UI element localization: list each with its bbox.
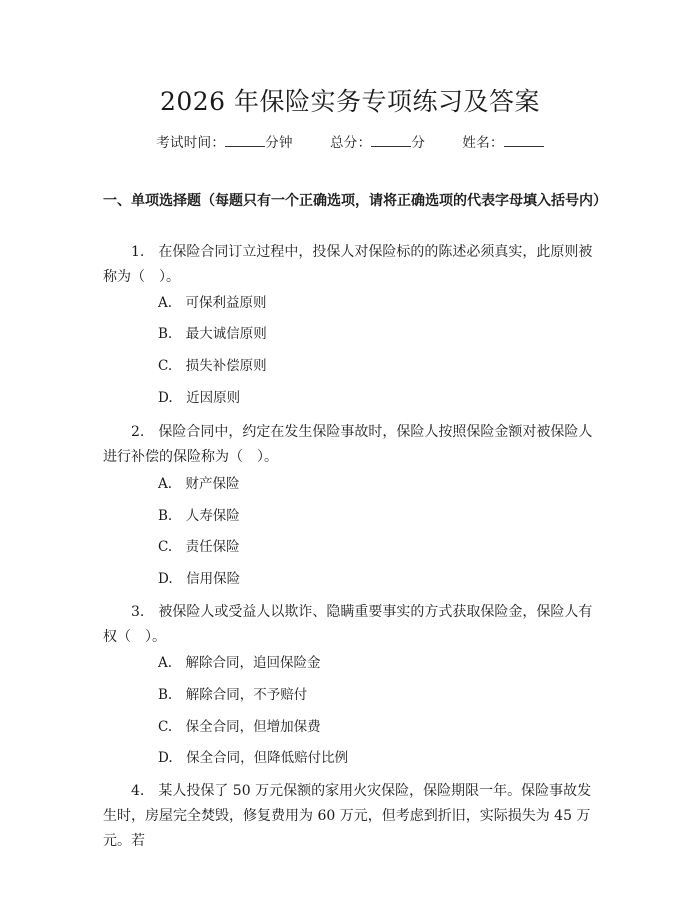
section-heading: 一、单项选择题（每题只有一个正确选项，请将正确选项的代表字母填入括号内） [103, 193, 607, 209]
question-3-stem: 3. 被保险人或受益人以欺诈、隐瞒重要事实的方式获取保险金，保险人有权（ ）。 [103, 604, 593, 645]
question-3-option-a: A. 解除合同，追回保险金 [158, 655, 321, 671]
question-2-stem: 2. 保险合同中，约定在发生保险事故时，保险人按照保险金额对被保险人进行补偿的保险称为（ ）。 [103, 424, 593, 465]
question-2-option-b: B. 人寿保险 [158, 508, 240, 524]
exam-time-blank [225, 134, 265, 147]
question-1-option-b: B. 最大诚信原则 [158, 326, 267, 342]
question-2-option-a: A. 财产保险 [158, 476, 240, 492]
question-3-option-c: C. 保全合同，但增加保费 [158, 719, 321, 735]
question-1-option-c: C. 损失补偿原则 [158, 358, 267, 374]
question-1-stem: 1. 在保险合同订立过程中，投保人对保险标的的陈述必须真实，此原则被称为（ ）。 [103, 244, 593, 285]
question-1-option-a: A. 可保利益原则 [158, 295, 267, 311]
exam-info-line [0, 131, 700, 151]
question-2-option-c: C. 责任保险 [158, 539, 240, 555]
name-label: 姓名： [462, 135, 504, 151]
total-score-unit: 分 [411, 135, 426, 151]
exam-time-label: 考试时间： [156, 135, 226, 151]
question-3-option-b: B. 解除合同，不予赔付 [158, 687, 308, 703]
page-title: 2026 年保险实务专项练习及答案 [159, 87, 541, 116]
total-score-label: 总分： [329, 135, 372, 151]
question-3-option-d: D. 保全合同，但降低赔付比例 [158, 750, 349, 766]
exam-time-unit: 分钟 [265, 135, 293, 151]
name-blank [504, 134, 544, 147]
question-1-option-d: D. 近因原则 [158, 390, 241, 406]
question-4-stem: 4. 某人投保了 50 万元保额的家用火灾保险，保险期限一年。保险事故发生时，房屋完全焚毁，修复费用为 60 万元，但考虑到折旧，实际损失为 45 万元。若 [103, 783, 592, 849]
total-score-blank [371, 134, 411, 147]
question-2-option-d: D. 信用保险 [158, 571, 241, 587]
